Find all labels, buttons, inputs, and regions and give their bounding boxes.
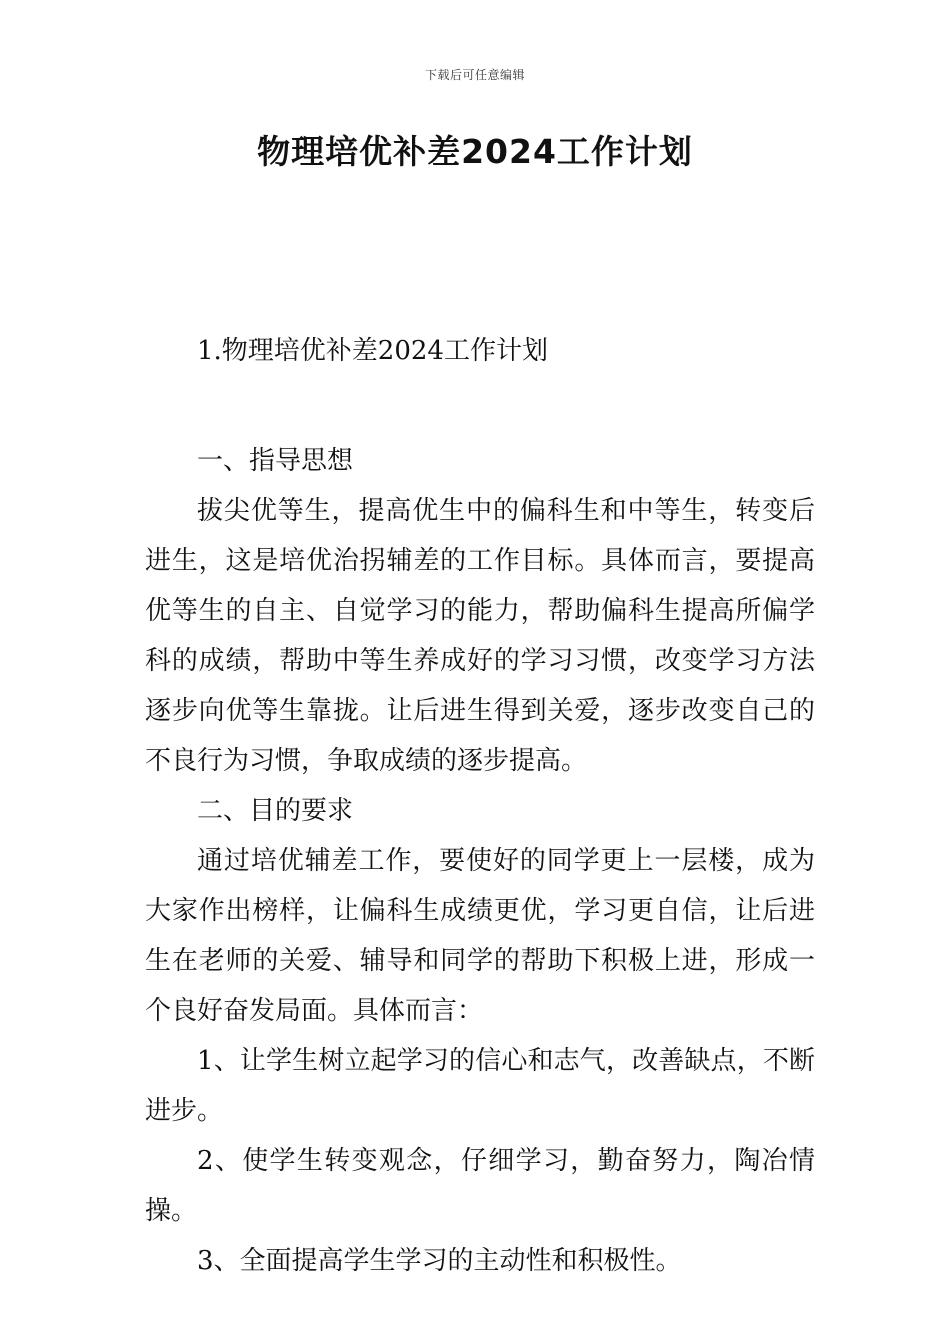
section-subtitle: 1.物理培优补差2024工作计划 bbox=[197, 336, 548, 366]
header-note: 下载后可任意编辑 bbox=[424, 68, 525, 82]
list-item: 3、全面提高学生学习的主动性和积极性。 bbox=[197, 1246, 682, 1276]
guiding-paragraph: 拔尖优等生，提高优生中的偏科生和中等生，转变后进生，这是培优治拐辅差的工作目标。具体而言，要提高优等生的自主、自觉学习的能力，帮助偏科生提高所偏学科的成绩，帮助中等生养成好的学习习惯，改变学习方法逐步向优等生靠拢。让后进生得到关爱，逐步改变自己的不良行为习惯，争取成绩的逐步提高。 bbox=[145, 496, 815, 776]
guiding-heading: 一、指导思想 bbox=[197, 446, 354, 476]
goals-heading: 二、目的要求 bbox=[197, 796, 354, 826]
document-body bbox=[145, 326, 815, 1286]
document-title: 物理培优补差2024工作计划 bbox=[257, 132, 693, 171]
spacer bbox=[145, 376, 815, 436]
list-item: 1、让学生树立起学习的信心和志气，改善缺点，不断进步。 bbox=[145, 1046, 815, 1126]
list-item: 2、使学生转变观念，仔细学习，勤奋努力，陶冶情操。 bbox=[145, 1146, 815, 1226]
goals-paragraph: 通过培优辅差工作，要使好的同学更上一层楼，成为大家作出榜样，让偏科生成绩更优，学习更自信，让后进生在老师的关爱、辅导和同学的帮助下积极上进，形成一个良好奋发局面。具体而言： bbox=[145, 846, 815, 1026]
